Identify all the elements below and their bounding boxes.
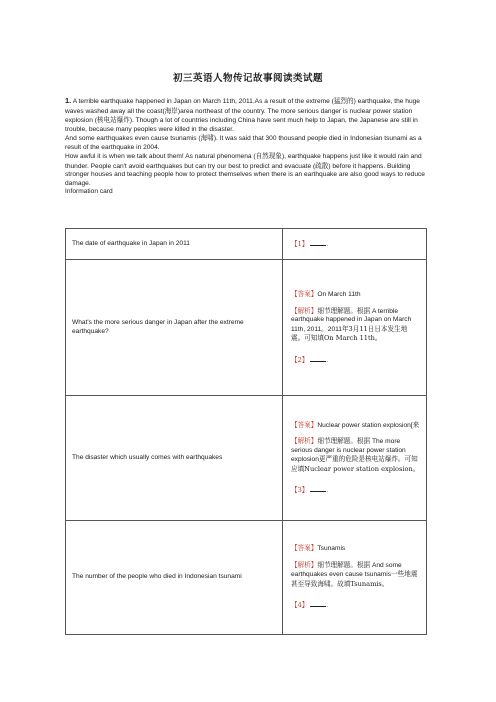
explanation-cn: 细节理解题。根据 <box>317 306 371 315</box>
question-number: 1. <box>65 96 72 105</box>
passage-text: ), earthquake happens just like it would rain and thunder. People can't avoid earthquakes but can try our best to predict and evacuate ( <box>65 153 422 170</box>
blank-punct: . <box>326 602 329 610</box>
answer-blank[interactable] <box>310 599 329 610</box>
answer-text: Nuclear power station explosion[来 <box>317 421 420 429</box>
answer-text: On March 11th <box>317 291 361 298</box>
passage-text: ) before it happens. Building stronger houses and teaching people how to protect themselves when there is an earthquake are also good ways to reduce damage. <box>65 162 425 187</box>
passage-text: )area northeast of the country. The more serious danger is nuclear power station explosion ( <box>65 107 413 124</box>
reading-passage <box>65 97 435 197</box>
passage-paragraph-1 <box>65 97 435 134</box>
explanation-tag: 【解析】 <box>291 306 318 315</box>
answer-cell <box>283 521 427 635</box>
answer-blank[interactable] <box>310 354 329 364</box>
explanation <box>291 437 420 474</box>
answer-line <box>291 544 420 554</box>
blank-number: 【2】 <box>291 355 309 364</box>
explanation-cn: 年3月11日日本发生地震。可知填On March 11th。 <box>291 324 408 342</box>
blank-number: 【4】 <box>291 601 309 610</box>
answer-tag: 【答案】 <box>291 544 318 553</box>
passage-text: A terrible earthquake happened in Japan on March 11th, 2011.As a result of the extreme ( <box>71 98 334 105</box>
passage-cn-gloss: 疏散 <box>315 161 329 170</box>
passage-cn-gloss: 海啸 <box>200 134 214 142</box>
passage-text: ). Though a lot of countries including China have sent much help to Japan, the Japanese are still in trouble, because many peoples were killed in the disaster. <box>65 117 418 133</box>
passage-text: And some earthquakes even cause tsunamis ( <box>65 135 201 142</box>
passage-cn-gloss: 核电站爆炸 <box>96 116 130 124</box>
next-blank-line <box>291 354 420 366</box>
passage-text: ) earthquake, the huge waves washed away all the coast( <box>65 98 420 115</box>
passage-paragraph-4: Information card <box>65 188 113 195</box>
answer-cell <box>283 396 427 521</box>
answer-cell <box>283 260 427 396</box>
answer-blank[interactable] <box>310 238 329 249</box>
answer-line <box>291 290 420 300</box>
table-row <box>66 521 427 635</box>
answer-tag: 【答案】 <box>291 420 318 429</box>
explanation-cn: 一些地震甚至导致海啸。故填Tsunamis。 <box>291 570 418 588</box>
table-row <box>66 396 427 521</box>
passage-text: How awful it is when we talk about them! As natural phenomena ( <box>65 153 256 160</box>
table-row <box>66 229 427 260</box>
answer-line <box>291 421 420 431</box>
answer-blank[interactable] <box>310 484 329 494</box>
passage-paragraph-3 <box>65 152 435 188</box>
blank-punct: . <box>326 487 329 494</box>
next-blank-line <box>291 599 420 611</box>
explanation-cn: 细节理解题。根据 <box>317 560 371 569</box>
question-cell: What's the more serious danger in Japan after the extreme earthquake? <box>66 260 283 396</box>
explanation <box>291 307 420 344</box>
explanation-cn: 更严重的危险是核电站爆炸。可知应填Nuclear power station explosion。 <box>291 455 420 473</box>
passage-cn-gloss: 猛烈的 <box>333 97 354 105</box>
information-card-table <box>65 228 427 635</box>
passage-cn-gloss: 海岸 <box>164 106 178 115</box>
passage-paragraph-2 <box>65 134 435 152</box>
explanation-en: A terrible earthquake happened in Japan on March 11th, 2011。2011 <box>291 307 412 333</box>
answer-tag: 【答案】 <box>291 290 318 298</box>
blank-punct: . <box>326 241 329 249</box>
question-cell: The number of the people who died in Indonesian tsunami <box>66 521 283 635</box>
explanation <box>291 561 420 590</box>
page-title: 初三英语人物传记故事阅读类试题 <box>172 73 323 84</box>
explanation-en: The more serious danger is nuclear power station explosion <box>291 438 406 463</box>
blank-punct: . <box>326 356 329 364</box>
explanation-cn: 细节理解题。根据 <box>317 437 371 445</box>
passage-text: ). It was said that 300 thousand people died in Indonesian tsunami as a result of the earthquake in 2004. <box>65 135 422 151</box>
blank-number: 【3】 <box>291 486 309 494</box>
question-cell: The disaster which usually comes with earthquakes <box>66 396 283 521</box>
next-blank-line <box>291 484 420 496</box>
table-row <box>66 260 427 396</box>
blank-number: 【1】 <box>291 240 309 249</box>
question-cell: The date of earthquake in Japan in 2011 <box>66 229 283 260</box>
answer-cell <box>283 229 427 260</box>
explanation-en: And some earthquakes even cause tsunamis <box>291 561 402 579</box>
answer-text: Tsunamis <box>317 545 346 553</box>
explanation-tag: 【解析】 <box>291 437 318 445</box>
explanation-tag: 【解析】 <box>291 560 318 569</box>
passage-cn-gloss: 自然现象 <box>255 152 282 160</box>
